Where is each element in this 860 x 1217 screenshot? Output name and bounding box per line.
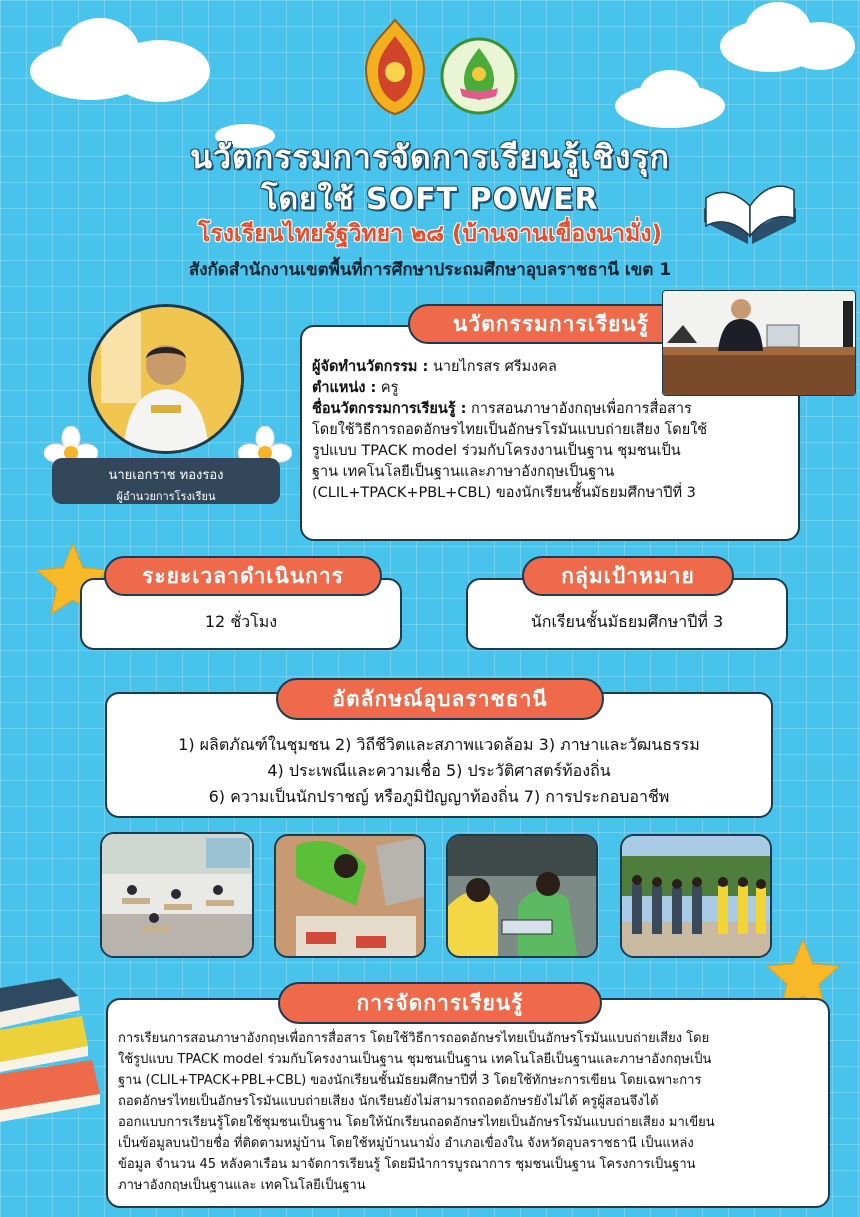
director-position: ผู้อำนวยการโรงเรียน — [116, 490, 216, 503]
page-title: นวัตกรรมการจัดการเรียนรู้เชิงรุก — [190, 138, 670, 176]
target-value: นักเรียนชั้นมัธยมศึกษาปีที่ 3 — [530, 612, 724, 631]
activity-photo-classroom — [100, 832, 254, 958]
school-affiliation: สังกัดสำนักงานเขตพื้นที่การศึกษาประถมศึกษาอุบลราชธานี เขต 1 — [188, 260, 672, 280]
page-subtitle: โดยใช้ SOFT POWER — [261, 182, 599, 217]
innovation-name-row — [312, 399, 782, 420]
duration-section-title: ระยะเวลาดำเนินการ — [104, 556, 382, 596]
activity-photo-group-work — [274, 834, 426, 958]
identity-section-title: อัตลักษณ์อุบลราชธานี — [276, 678, 604, 720]
director-name: นายเอกราช ทองรอง — [108, 468, 224, 483]
activity-photo-signboard — [446, 834, 598, 958]
learning-line: ใช้รูปแบบ TPACK model ร่วมกับโครงงานเป็นฐาน ชุมชนเป็นฐาน เทคโนโลยีเป็นฐานและภาษาอังกฤษเป็น — [118, 1052, 712, 1067]
book-stack-decoration — [0, 976, 104, 1126]
identity-line: 1) ผลิตภัณฑ์ในชุมชน 2) วิถีชีวิตและสภาพแวดล้อม 3) ภาษาและวัฒนธรรม — [178, 735, 700, 754]
district-emblem-logo — [440, 36, 518, 116]
identity-line: 4) ประเพณีและความเชื่อ 5) ประวัติศาสตร์ท้องถิ่น — [267, 761, 611, 780]
creator-label: ผู้จัดทำนวัตกรรม : — [312, 359, 429, 375]
activity-photo-village — [620, 834, 772, 958]
position-label: ตำแหน่ง : — [312, 380, 377, 396]
position-value: ครู — [380, 380, 399, 396]
teacher-photo — [662, 290, 856, 396]
director-nameplate — [52, 458, 280, 504]
director-portrait — [88, 304, 244, 454]
identity-line: 6) ความเป็นนักปราชญ์ หรือภูมิปัญญาท้องถิ่น 7) การประกอบอาชีพ — [208, 787, 670, 806]
duration-value: 12 ชั่วโมง — [204, 612, 278, 631]
learning-section-title: การจัดการเรียนรู้ — [278, 982, 602, 1024]
innovation-section-title: นวัตกรรมการเรียนรู้ — [408, 304, 694, 344]
school-name: โรงเรียนไทยรัฐวิทยา ๒๘ (บ้านจานเขื่องนามั่ง) — [197, 221, 663, 247]
learning-line: ออกแบบการเรียนรู้โดยใช้ชุมชนเป็นฐาน โดยให้นักเรียนถอดอักษรไทยเป็นอักษรโรมันแบบถ่ายเสียง มาเขียน — [118, 1115, 715, 1130]
innovation-desc-line: ฐาน เทคโนโลยีเป็นฐานและภาษาอังกฤษเป็นฐาน — [312, 464, 615, 480]
target-section-title: กลุ่มเป้าหมาย — [522, 556, 734, 596]
learning-line: ข้อมูล จำนวน 45 หลังคาเรือน มาจัดการเรียนรู้ โดยมีนำการบูรณาการ ชุมชนเป็นฐาน โครงการเป็นฐาน — [118, 1157, 696, 1172]
learning-card — [106, 998, 830, 1208]
innovation-desc-line: โดยใช้วิธีการถอดอักษรไทยเป็นอักษรโรมันแบบถ่ายเสียง โดยใช้ — [312, 422, 708, 438]
innovation-name-label: ชื่อนวัตกรรมการเรียนรู้ : — [312, 401, 467, 417]
innovation-desc-line: (CLIL+TPACK+PBL+CBL) ของนักเรียนชั้นมัธยมศึกษาปีที่ 3 — [312, 485, 696, 501]
learning-line: การเรียนการสอนภาษาอังกฤษเพื่อการสื่อสาร โดยใช้วิธีการถอดอักษรไทยเป็นอักษรโรมันแบบถ่ายเสียง โดย — [118, 1031, 710, 1046]
learning-line: ถอดอักษรไทยเป็นอักษรโรมันแบบถ่ายเสียง นักเรียนยังไม่สามารถถอดอักษรยังไม่ได้ ครูผู้สอนจึงได้ — [118, 1094, 659, 1109]
school-emblem-logo — [360, 18, 430, 116]
learning-line: ฐาน (CLIL+TPACK+PBL+CBL) ของนักเรียนชั้นมัธยมศึกษาปีที่ 3 โดยใช้ทักษะการเขียน โดยเฉพาะการ — [118, 1073, 702, 1088]
innovation-name-value: การสอนภาษาอังกฤษเพื่อการสื่อสาร — [471, 401, 692, 417]
learning-line: ภาษาอังกฤษเป็นฐานและ เทคโนโลยีเป็นฐาน — [118, 1178, 366, 1193]
creator-value: นายไกรสร ศรีมงคล — [432, 359, 557, 375]
innovation-desc-line: รูปแบบ TPACK model ร่วมกับโครงงานเป็นฐาน ชุมชนเป็น — [312, 443, 681, 459]
learning-line: เป็นข้อมูลบนป้ายชื่อ ที่ติดตามหมู่บ้าน โดยใช้หมู่บ้านนามั่ง อำเภอเขื่องใน จังหวัดอุบลราชธานี เป็นแหล่ง — [118, 1136, 694, 1151]
